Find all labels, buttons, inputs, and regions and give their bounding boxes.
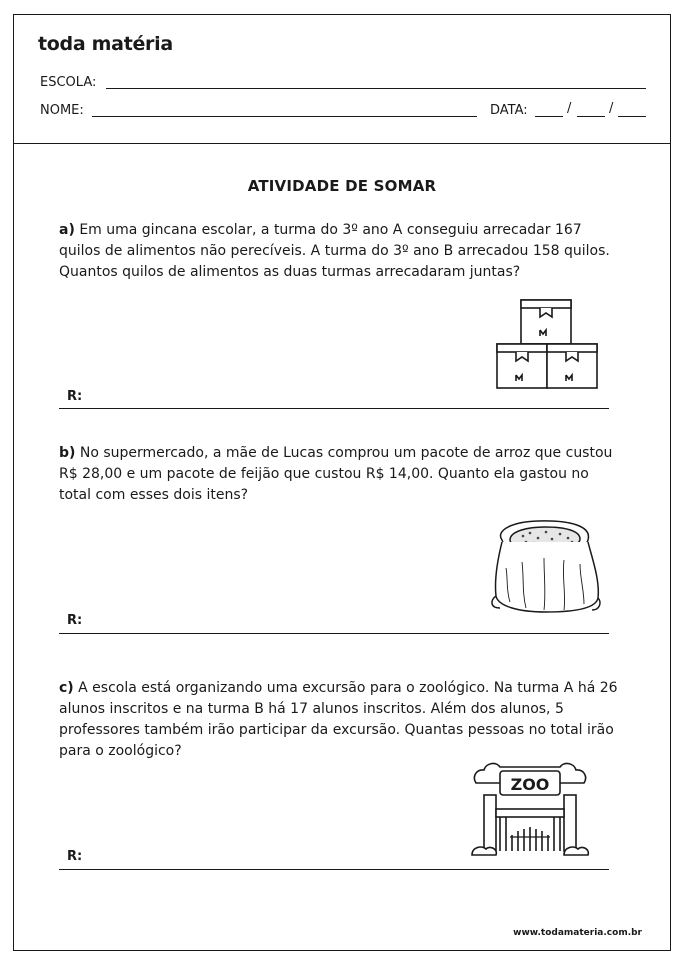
date-month-field[interactable] (577, 116, 605, 117)
answer-label: R: (67, 389, 83, 404)
zoo-sign-text: ZOO (510, 775, 550, 794)
footer-url[interactable]: www.todamateria.com.br (513, 928, 642, 938)
answer-label: R: (67, 849, 83, 864)
question-b (59, 443, 624, 506)
header-divider (14, 143, 670, 144)
question-c (59, 678, 624, 762)
question-letter: a) (59, 222, 75, 238)
logo: toda matéria (38, 33, 173, 55)
answer-label: R: (67, 613, 83, 628)
answer-field-a[interactable] (59, 408, 609, 409)
question-text: Em uma gincana escolar, a turma do 3º ano A conseguiu arrecadar 167 quilos de alimentos não perecíveis. A turma do 3º ano B arrecadou 158 quilos. Quantos quilos de alimentos as duas turmas arrecadaram juntas? (59, 222, 610, 280)
answer-field-b[interactable] (59, 633, 609, 634)
stacked-boxes-icon (496, 298, 598, 390)
question-letter: c) (59, 680, 74, 696)
date-label: DATA: (490, 103, 528, 118)
school-field[interactable] (106, 88, 646, 89)
zoo-gate-icon (470, 757, 590, 861)
school-label: ESCOLA: (40, 75, 97, 90)
question-text: A escola está organizando uma excursão para o zoológico. Na turma A há 26 alunos inscritos e na turma B há 17 alunos inscritos. Além dos alunos, 5 professores também irão participar da excursão. Quantas pessoas no total irão para o zoológico? (59, 680, 618, 759)
worksheet (13, 14, 671, 951)
date-separator: / (567, 101, 572, 116)
question-letter: b) (59, 445, 76, 461)
date-year-field[interactable] (618, 116, 646, 117)
grain-sack-icon (488, 518, 603, 614)
name-label: NOME: (40, 103, 84, 118)
answer-field-c[interactable] (59, 869, 609, 870)
name-field[interactable] (92, 116, 477, 117)
question-a (59, 220, 624, 283)
question-text: No supermercado, a mãe de Lucas comprou um pacote de arroz que custou R$ 28,00 e um pacote de feijão que custou R$ 14,00. Quanto ela gastou no total com esses dois itens? (59, 445, 613, 503)
page-title: ATIVIDADE DE SOMAR (247, 177, 437, 195)
date-separator: / (609, 101, 614, 116)
date-day-field[interactable] (535, 116, 563, 117)
